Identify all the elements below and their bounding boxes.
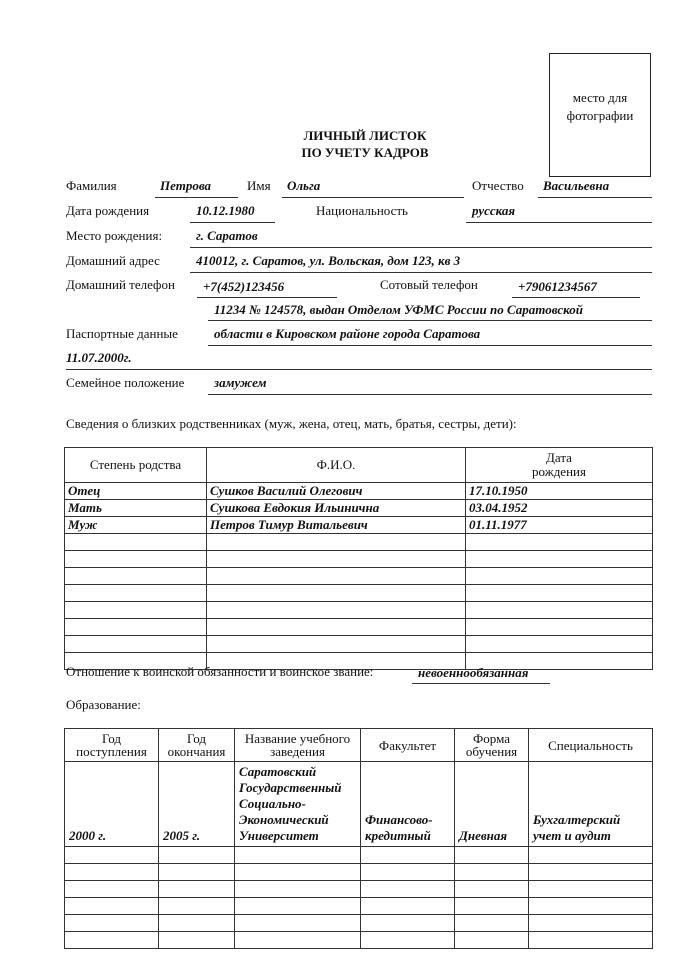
empty-cell[interactable]	[235, 847, 361, 864]
empty-cell[interactable]	[159, 847, 235, 864]
date-header	[466, 448, 653, 483]
patronymic-line	[538, 197, 652, 198]
empty-cell[interactable]	[65, 619, 207, 636]
empty-cell[interactable]	[455, 932, 529, 949]
empty-cell[interactable]	[455, 898, 529, 915]
empty-cell[interactable]	[207, 551, 466, 568]
empty-cell[interactable]	[235, 932, 361, 949]
birth-place-line	[190, 247, 652, 248]
education-header-row	[65, 729, 653, 762]
military-line	[412, 683, 550, 684]
empty-row	[65, 636, 653, 653]
empty-cell[interactable]	[455, 915, 529, 932]
empty-row	[65, 881, 653, 898]
empty-cell[interactable]	[455, 864, 529, 881]
passport-label: Паспортные данные	[66, 326, 178, 341]
date-header-l2: рождения	[532, 464, 586, 479]
patronymic-label: Отчество	[472, 178, 524, 193]
date-cell[interactable]: 01.11.1977	[466, 517, 653, 534]
empty-cell[interactable]	[361, 847, 455, 864]
surname-value[interactable]: Петрова	[160, 178, 212, 193]
name-value[interactable]: Ольга	[287, 178, 321, 193]
empty-cell[interactable]	[159, 898, 235, 915]
empty-cell[interactable]	[361, 898, 455, 915]
relation-cell[interactable]: Отец	[65, 483, 207, 500]
table-row	[65, 517, 653, 534]
birth-date-line	[190, 222, 275, 223]
name-line	[282, 197, 464, 198]
photo-placeholder	[549, 53, 651, 177]
empty-row	[65, 551, 653, 568]
education-table	[64, 728, 653, 949]
table-row	[65, 500, 653, 517]
empty-cell[interactable]	[529, 898, 653, 915]
empty-row	[65, 847, 653, 864]
empty-cell[interactable]	[65, 568, 207, 585]
empty-row	[65, 619, 653, 636]
fio-cell[interactable]: Сушков Василий Олегович	[207, 483, 466, 500]
empty-cell[interactable]	[65, 864, 159, 881]
empty-cell[interactable]	[235, 881, 361, 898]
empty-row	[65, 585, 653, 602]
passport-rule-2	[208, 345, 652, 346]
empty-row	[65, 602, 653, 619]
date-cell[interactable]: 03.04.1952	[466, 500, 653, 517]
nationality-label: Национальность	[316, 203, 408, 218]
empty-cell[interactable]	[65, 602, 207, 619]
empty-cell[interactable]	[65, 932, 159, 949]
empty-cell[interactable]	[361, 881, 455, 898]
institution-cell[interactable]: Саратовский Государственный Социально-Экономический Университет	[235, 762, 361, 847]
empty-cell[interactable]	[159, 932, 235, 949]
empty-cell[interactable]	[207, 585, 466, 602]
relation-cell[interactable]: Муж	[65, 517, 207, 534]
birth-place-value[interactable]: г. Саратов	[196, 228, 258, 243]
home-phone-value[interactable]: +7(452)123456	[203, 279, 285, 294]
empty-cell[interactable]	[529, 864, 653, 881]
military-label: Отношение к воинской обязанности и воинское звание:	[66, 664, 374, 679]
start-year-header: Год поступления	[65, 729, 159, 762]
empty-cell[interactable]	[207, 568, 466, 585]
empty-cell[interactable]	[235, 915, 361, 932]
empty-cell[interactable]	[466, 585, 653, 602]
empty-cell[interactable]	[65, 636, 207, 653]
passport-rule-3	[66, 369, 652, 370]
birth-date-value[interactable]: 10.12.1980	[196, 203, 255, 218]
faculty-cell[interactable]: Финансово-кредитный	[361, 762, 455, 847]
empty-cell[interactable]	[207, 602, 466, 619]
form-header: Форма обучения	[455, 729, 529, 762]
title-line-1: ЛИЧНЫЙ ЛИСТОК	[303, 128, 427, 143]
empty-cell[interactable]	[466, 636, 653, 653]
surname-line	[155, 197, 238, 198]
empty-row	[65, 534, 653, 551]
empty-cell[interactable]	[65, 881, 159, 898]
empty-cell[interactable]	[65, 847, 159, 864]
passport-line-3[interactable]: 11.07.2000г.	[66, 350, 132, 365]
date-cell[interactable]: 17.10.1950	[466, 483, 653, 500]
mobile-phone-line	[512, 297, 640, 298]
empty-cell[interactable]	[159, 881, 235, 898]
patronymic-value[interactable]: Васильевна	[543, 178, 610, 193]
fio-cell[interactable]: Сушкова Евдокия Ильинична	[207, 500, 466, 517]
empty-cell[interactable]	[361, 915, 455, 932]
start-year-cell[interactable]: 2000 г.	[65, 762, 159, 847]
empty-cell[interactable]	[466, 568, 653, 585]
relatives-header-row	[65, 448, 653, 483]
empty-cell[interactable]	[235, 898, 361, 915]
form-cell[interactable]: Дневная	[455, 762, 529, 847]
home-phone-line	[197, 297, 337, 298]
name-label: Имя	[247, 178, 271, 193]
marital-line	[208, 394, 652, 395]
end-year-header: Год окончания	[159, 729, 235, 762]
empty-row	[65, 864, 653, 881]
photo-label: место для фотографии	[566, 90, 634, 123]
empty-cell[interactable]	[207, 636, 466, 653]
home-phone-label: Домашний телефон	[66, 277, 175, 292]
empty-cell[interactable]	[466, 602, 653, 619]
empty-cell[interactable]	[65, 551, 207, 568]
marital-label: Семейное положение	[66, 375, 185, 390]
empty-cell[interactable]	[455, 881, 529, 898]
empty-row	[65, 568, 653, 585]
empty-cell[interactable]	[235, 864, 361, 881]
fio-cell[interactable]: Петров Тимур Витальевич	[207, 517, 466, 534]
table-row	[65, 762, 653, 847]
end-year-cell[interactable]: 2005 г.	[159, 762, 235, 847]
form-title	[240, 127, 490, 161]
empty-row	[65, 898, 653, 915]
relatives-table	[64, 447, 653, 670]
home-address-value[interactable]: 410012, г. Саратов, ул. Вольская, дом 123, кв 3	[196, 253, 461, 268]
relation-header: Степень родства	[65, 448, 207, 483]
nationality-line	[466, 222, 652, 223]
empty-cell[interactable]	[159, 864, 235, 881]
empty-cell[interactable]	[529, 932, 653, 949]
empty-cell[interactable]	[466, 619, 653, 636]
passport-line-2[interactable]: области в Кировском районе города Саратова	[214, 326, 481, 341]
empty-cell[interactable]	[65, 585, 207, 602]
home-address-line	[190, 272, 652, 273]
empty-cell[interactable]	[159, 915, 235, 932]
mobile-phone-label: Сотовый телефон	[380, 277, 478, 292]
empty-cell[interactable]	[529, 915, 653, 932]
surname-label: Фамилия	[66, 178, 117, 193]
mobile-phone-value[interactable]: +79061234567	[518, 279, 597, 294]
relation-cell[interactable]: Мать	[65, 500, 207, 517]
empty-cell[interactable]	[65, 534, 207, 551]
passport-line-1[interactable]: 11234 № 124578, выдан Отделом УФМС России по Саратовской	[214, 302, 583, 317]
empty-cell[interactable]	[529, 881, 653, 898]
education-caption: Образование:	[66, 697, 141, 712]
empty-row	[65, 932, 653, 949]
passport-rule-1	[208, 320, 652, 321]
faculty-header: Факультет	[361, 729, 455, 762]
empty-cell[interactable]	[65, 898, 159, 915]
title-line-2: ПО УЧЕТУ КАДРОВ	[301, 145, 429, 160]
marital-value[interactable]: замужем	[214, 375, 267, 390]
military-value[interactable]: невоеннообязанная	[418, 665, 529, 680]
birth-date-label: Дата рождения	[66, 203, 150, 218]
table-row	[65, 483, 653, 500]
specialty-header: Специальность	[529, 729, 653, 762]
home-address-label: Домашний адрес	[66, 253, 160, 268]
empty-cell[interactable]	[65, 915, 159, 932]
empty-cell[interactable]	[207, 619, 466, 636]
specialty-cell[interactable]: Бухгалтерский учет и аудит	[529, 762, 653, 847]
institution-header: Название учебного заведения	[235, 729, 361, 762]
fio-header: Ф.И.О.	[207, 448, 466, 483]
empty-cell[interactable]	[361, 932, 455, 949]
empty-cell[interactable]	[466, 534, 653, 551]
relatives-caption: Сведения о близких родственниках (муж, жена, отец, мать, братья, сестры, дети):	[66, 416, 517, 431]
empty-row	[65, 915, 653, 932]
birth-place-label: Место рождения:	[66, 228, 163, 243]
empty-cell[interactable]	[529, 847, 653, 864]
date-header-l1: Дата	[546, 450, 572, 465]
empty-cell[interactable]	[361, 864, 455, 881]
empty-cell[interactable]	[207, 534, 466, 551]
empty-cell[interactable]	[466, 551, 653, 568]
empty-cell[interactable]	[455, 847, 529, 864]
nationality-value[interactable]: русская	[472, 203, 516, 218]
